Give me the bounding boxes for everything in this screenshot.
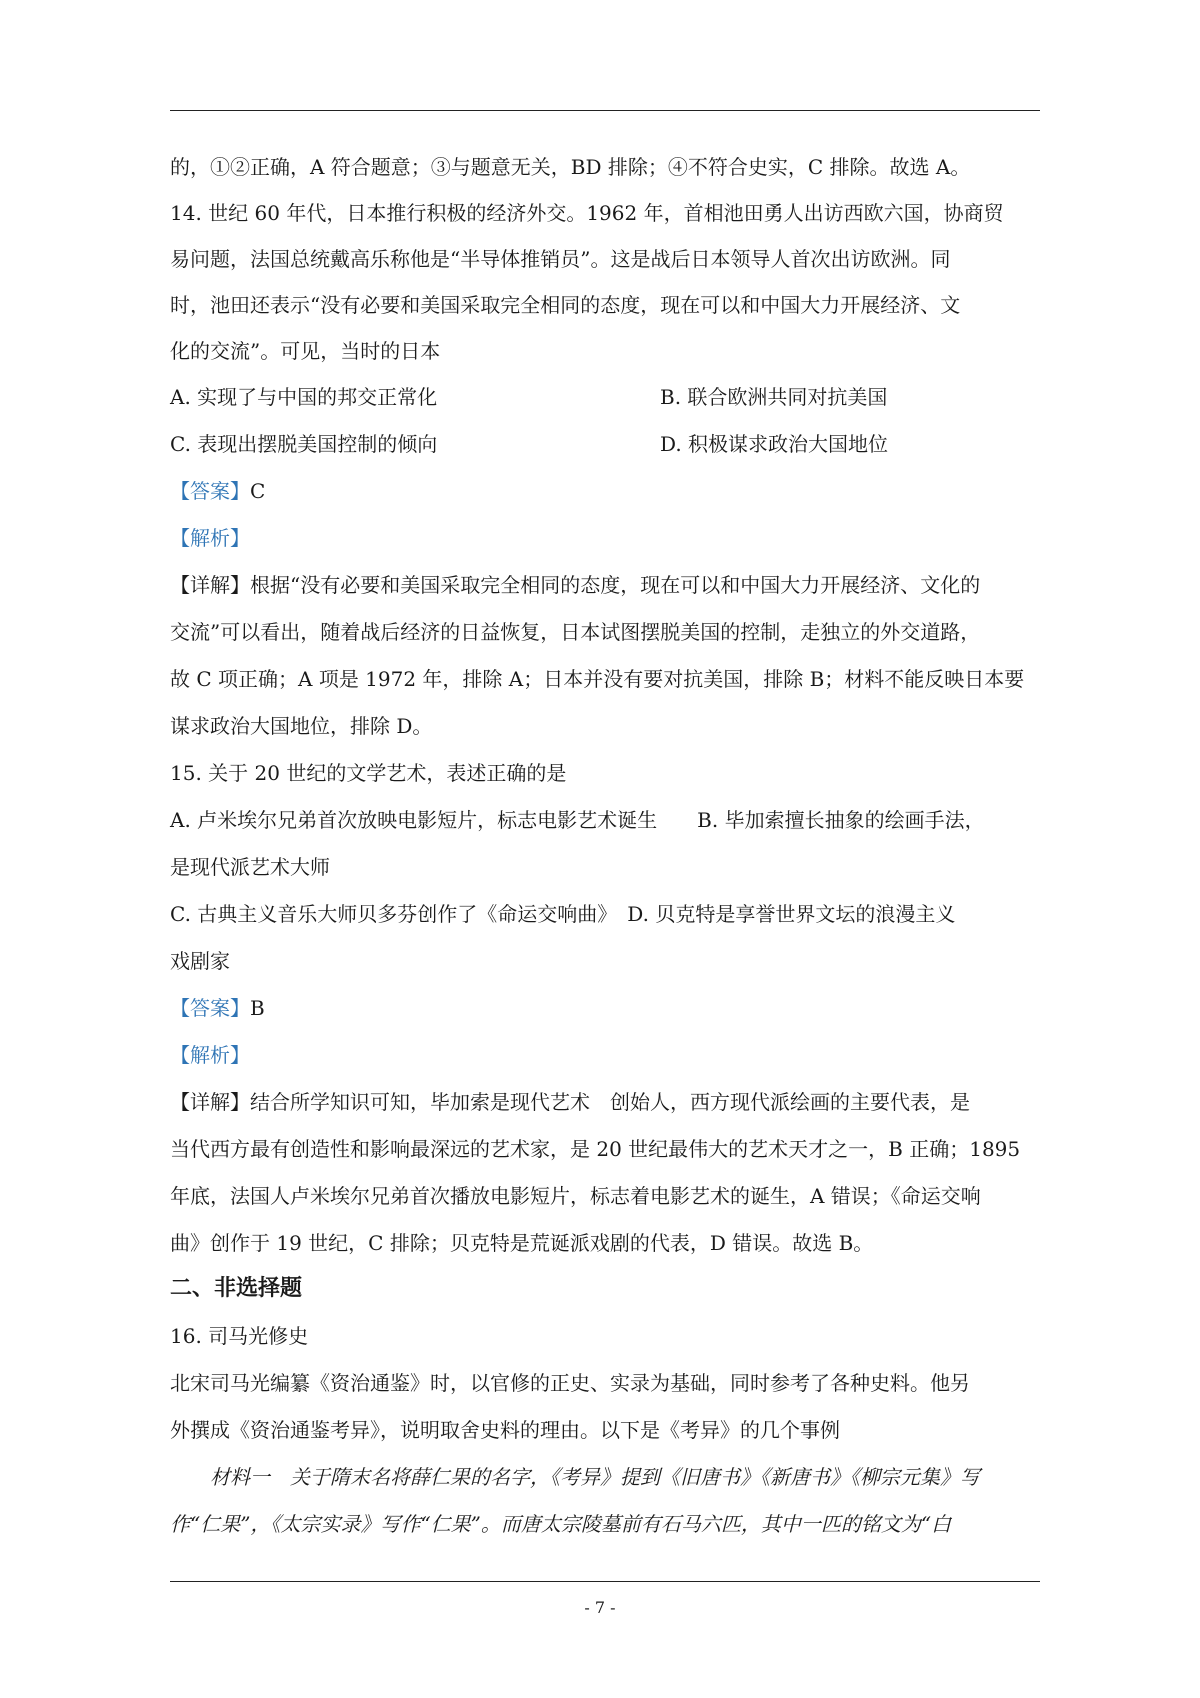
option-b: B. 联合欧洲共同对抗美国	[660, 385, 888, 409]
answer-line	[170, 994, 1040, 1022]
answer-value: B	[250, 996, 265, 1020]
question-14-stem: 时，池田还表示“没有必要和美国采取完全相同的态度，现在可以和中国大力开展经济、文	[170, 293, 961, 317]
header-rule	[170, 110, 1040, 111]
answer-label: 【答案】	[170, 479, 250, 503]
detail-label: 【详解】	[170, 1090, 250, 1114]
question-16-title: 16. 司马光修史	[170, 1324, 309, 1348]
text-line: 的，①②正确，A 符合题意；③与题意无关，BD 排除；④不符合史实，C 排除。故选 A。	[170, 155, 971, 179]
answer-label: 【答案】	[170, 996, 250, 1020]
detail-text: 年底，法国人卢米埃尔兄弟首次播放电影短片，标志着电影艺术的诞生，A 错误；《命运交响	[170, 1184, 981, 1208]
detail-text: 结合所学知识可知，毕加索是现代艺术 创始人，西方现代派绘画的主要代表，是	[250, 1090, 970, 1114]
analysis-label: 【解析】	[170, 526, 250, 550]
answer-line	[170, 477, 1040, 505]
detail-text: 谋求政治大国地位，排除 D。	[170, 714, 433, 738]
material-text: 作“仁果”，《太宗实录》写作“仁果”。而唐太宗陵墓前有石马六匹，其中一匹的铭文为“白	[170, 1512, 952, 1536]
detail-text: 故 C 项正确；A 项是 1972 年，排除 A；日本并没有要对抗美国，排除 B；材料不能反映日本要	[170, 667, 1025, 691]
option-ab: 是现代派艺术大师	[170, 855, 330, 879]
detail-text: 交流”可以看出，随着战后经济的日益恢复，日本试图摆脱美国的控制，走独立的外交道路，	[170, 620, 981, 644]
analysis-label: 【解析】	[170, 1043, 250, 1067]
question-15-stem: 15. 关于 20 世纪的文学艺术，表述正确的是	[170, 761, 567, 785]
material-text: 材料一 关于隋末名将薛仁果的名字，《考异》提到《旧唐书》《新唐书》《柳宗元集》写	[170, 1465, 980, 1489]
section-heading: 二、非选择题	[170, 1276, 303, 1301]
option-ab: A. 卢米埃尔兄弟首次放映电影短片，标志电影艺术诞生 B. 毕加索擅长抽象的绘画手法，	[170, 808, 985, 832]
detail-text: 曲》创作于 19 世纪，C 排除；贝克特是荒诞派戏剧的代表，D 错误。故选 B。	[170, 1231, 874, 1255]
detail-text: 根据“没有必要和美国采取完全相同的态度，现在可以和中国大力开展经济、文化的	[250, 573, 981, 597]
question-14-stem: 化的交流”。可见，当时的日本	[170, 339, 441, 363]
question-16-intro: 外撰成《资治通鉴考异》，说明取舍史料的理由。以下是《考异》的几个事例	[170, 1418, 840, 1442]
option-cd: C. 古典主义音乐大师贝多芬创作了《命运交响曲》 D. 贝克特是享誉世界文坛的浪漫主义	[170, 902, 956, 926]
page-number: - 7 -	[584, 1598, 616, 1617]
option-a: A. 实现了与中国的邦交正常化	[170, 385, 438, 409]
footer-rule	[170, 1581, 1040, 1582]
detail-line	[170, 571, 1040, 599]
option-d: D. 积极谋求政治大国地位	[660, 432, 889, 456]
detail-text: 当代西方最有创造性和影响最深远的艺术家，是 20 世纪最伟大的艺术天才之一，B 正确；1895	[170, 1137, 1021, 1161]
detail-line	[170, 1088, 1040, 1116]
detail-label: 【详解】	[170, 573, 250, 597]
option-c: C. 表现出摆脱美国控制的倾向	[170, 432, 438, 456]
question-16-intro: 北宋司马光编纂《资治通鉴》时，以官修的正史、实录为基础，同时参考了各种史料。他另	[170, 1371, 970, 1395]
question-14-stem: 14. 世纪 60 年代，日本推行积极的经济外交。1962 年，首相池田勇人出访西欧六国，协商贸	[170, 201, 1004, 225]
question-14-stem: 易问题，法国总统戴高乐称他是“半导体推销员”。这是战后日本领导人首次出访欧洲。同	[170, 247, 951, 271]
answer-value: C	[250, 479, 266, 503]
option-cd: 戏剧家	[170, 949, 230, 973]
